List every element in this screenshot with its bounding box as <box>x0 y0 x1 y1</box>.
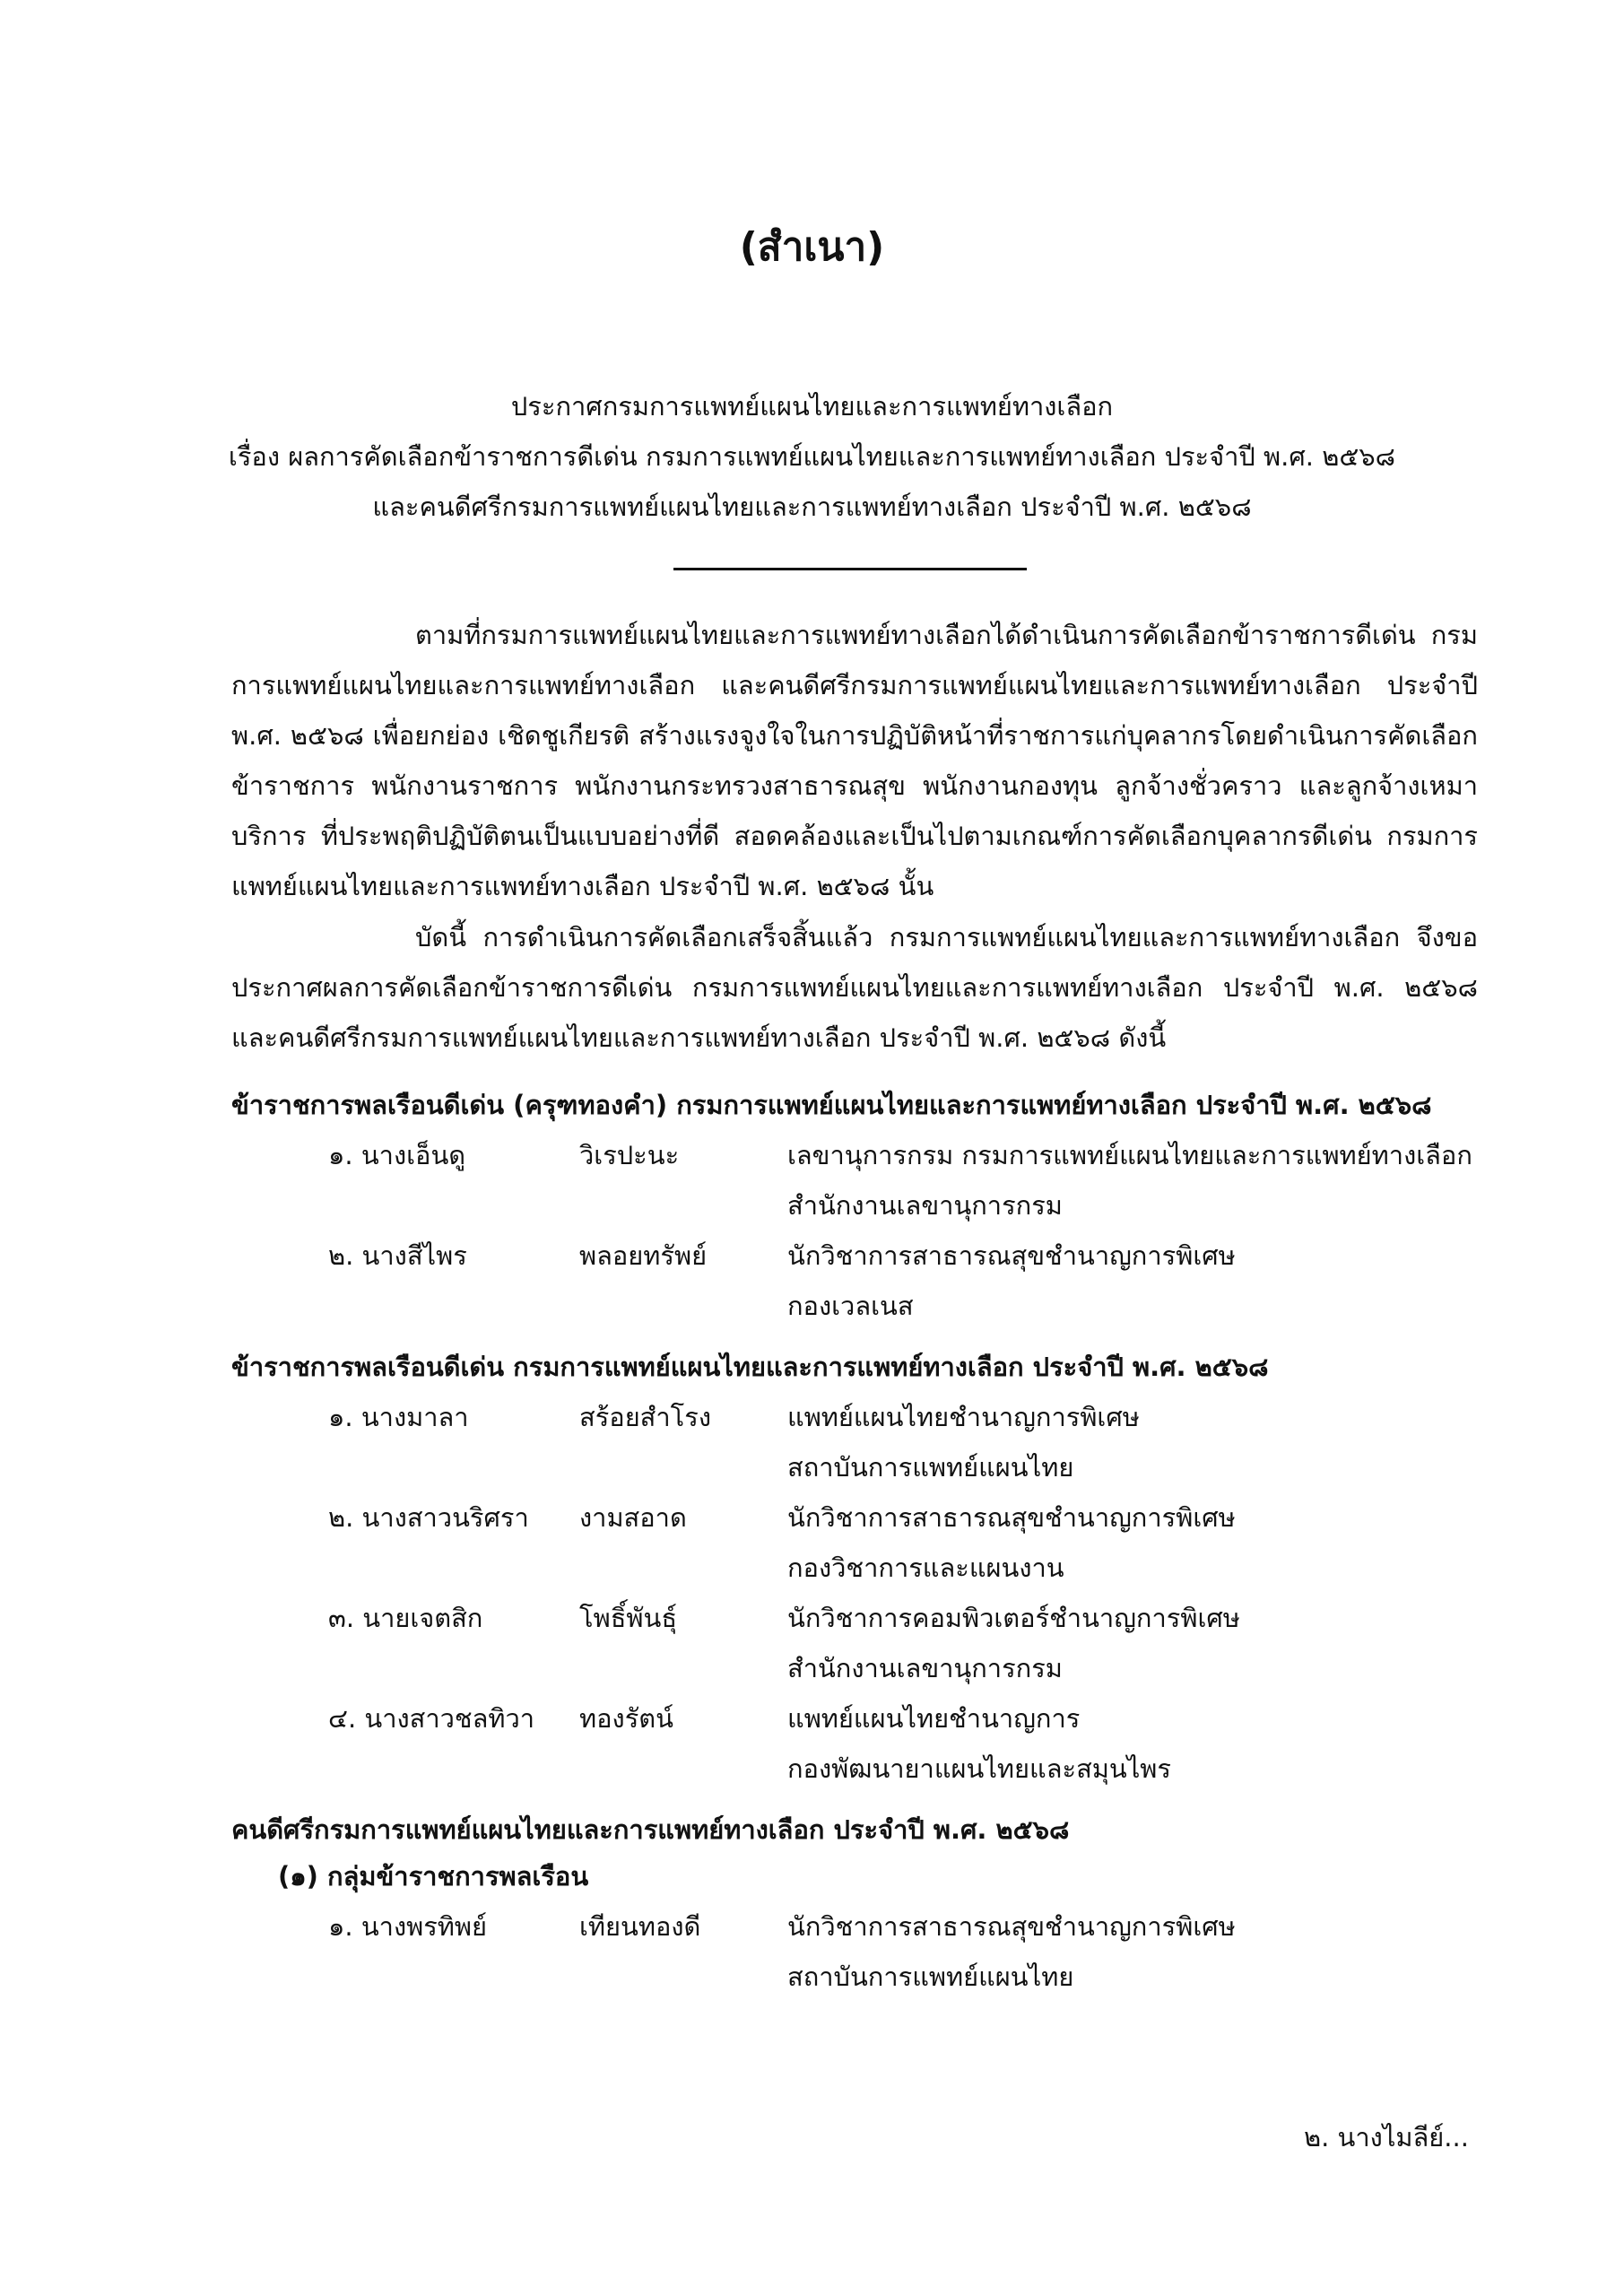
person-surname: เทียนทองดี <box>579 1911 701 1942</box>
person-name: ๑. นางพรทิพย์ <box>328 1911 488 1942</box>
heading-divider <box>673 568 1027 570</box>
paragraph-2-text: บัดนี้ การดำเนินการคัดเลือกเสร็จสิ้นแล้ว กรมการแพทย์แผนไทยและการแพทย์ทางเลือก จึงขอประกาศผลการคัดเลือกข้าราชการดีเด่น กรมการแพทย์แผนไทยและการแพทย์ทางเลือก ประจำปี พ.ศ. ๒๕๖๘ และคนดีศรีกรมการแพทย์แผนไทยและการแพทย์ทางเลือก ประจำปี พ.ศ. ๒๕๖๘ ดังนี้ <box>231 922 1478 1053</box>
person-surname: พลอยทรัพย์ <box>579 1240 708 1271</box>
person-name: ๓. นายเจตสิก <box>328 1603 483 1633</box>
person-surname: โพธิ์พันธุ์ <box>579 1603 678 1633</box>
paragraph-1-text: ตามที่กรมการแพทย์แผนไทยและการแพทย์ทางเลือกได้ดำเนินการคัดเลือกข้าราชการดีเด่น กรมการแพทย์แผนไทยและการแพทย์ทางเลือก และคนดีศรีกรมการแพทย์แผนไทยและการแพทย์ทางเลือก ประจำปี พ.ศ. ๒๕๖๘ เพื่อยกย่อง เชิดชูเกียรติ สร้างแรงจูงใจในการปฏิบัติหน้าที่ราชการแก่บุคลากรโดยดำเนินการคัดเลือกข้าราชการ พนักงานราชการ พนักงานกระทรวงสาธารณสุข พนักงานกองทุน ลูกจ้างชั่วคราว และลูกจ้างเหมาบริการ ที่ประพฤติปฏิบัติตนเป็นแบบอย่างที่ดี สอดคล้องและเป็นไปตามเกณฑ์การคัดเลือกบุคลากรดีเด่น กรมการแพทย์แผนไทยและการแพทย์ทางเลือก ประจำปี พ.ศ. ๒๕๖๘ นั้น <box>231 620 1478 901</box>
person-name: ๔. นางสาวชลทิวา <box>328 1703 535 1734</box>
paragraph-1 <box>231 610 1478 911</box>
paragraph-2 <box>231 912 1478 1063</box>
person-unit: สถาบันการแพทย์แผนไทย <box>787 1452 1074 1483</box>
copy-mark: (สำเนา) <box>739 224 885 270</box>
announcement-heading <box>0 381 1624 532</box>
person-surname: ทองรัตน์ <box>579 1703 673 1734</box>
person-position: นักวิชาการสาธารณสุขชำนาญการพิเศษ <box>787 1240 1236 1271</box>
section-title-outstanding: ข้าราชการพลเรือนดีเด่น กรมการแพทย์แผนไทยและการแพทย์ทางเลือก ประจำปี พ.ศ. ๒๕๖๘ <box>231 1352 1269 1382</box>
person-name: ๑. นางเอ็นดู <box>328 1140 466 1170</box>
person-unit: กองพัฒนายาแผนไทยและสมุนไพร <box>787 1753 1171 1784</box>
person-name: ๑. นางมาลา <box>328 1402 469 1432</box>
subsection-title-civil-servants: (๑) กลุ่มข้าราชการพลเรือน <box>278 1861 589 1892</box>
person-unit: สถาบันการแพทย์แผนไทย <box>787 1961 1074 1992</box>
person-surname: สร้อยสำโรง <box>579 1402 711 1432</box>
person-unit: กองเวลเนส <box>787 1291 914 1321</box>
section-title-garuda: ข้าราชการพลเรือนดีเด่น (ครุฑทองคำ) กรมการแพทย์แผนไทยและการแพทย์ทางเลือก ประจำปี พ.ศ. ๒๕๖๘ <box>231 1090 1432 1120</box>
person-name: ๒. นางสาวนริศรา <box>328 1502 529 1533</box>
person-unit: สำนักงานเลขานุการกรม <box>787 1653 1063 1683</box>
heading-line-2: เรื่อง ผลการคัดเลือกข้าราชการดีเด่น กรมการแพทย์แผนไทยและการแพทย์ทางเลือก ประจำปี พ.ศ. ๒๕๖๘ <box>228 441 1396 472</box>
heading-line-1: ประกาศกรมการแพทย์แผนไทยและการแพทย์ทางเลือก <box>510 391 1114 422</box>
person-position: นักวิชาการคอมพิวเตอร์ชำนาญการพิเศษ <box>787 1603 1240 1633</box>
person-position: เลขานุการกรม กรมการแพทย์แผนไทยและการแพทย์ทางเลือก <box>787 1140 1472 1170</box>
person-unit: กองวิชาการและแผนงาน <box>787 1552 1064 1583</box>
person-surname: งามสอาด <box>579 1502 687 1533</box>
person-surname: วิเรปะนะ <box>579 1140 680 1170</box>
person-name: ๒. นางสีไพร <box>328 1240 467 1271</box>
person-position: นักวิชาการสาธารณสุขชำนาญการพิเศษ <box>787 1911 1236 1942</box>
section-title-good-person: คนดีศรีกรมการแพทย์แผนไทยและการแพทย์ทางเลือก ประจำปี พ.ศ. ๒๕๖๘ <box>231 1814 1070 1845</box>
heading-line-3: และคนดีศรีกรมการแพทย์แผนไทยและการแพทย์ทางเลือก ประจำปี พ.ศ. ๒๕๖๘ <box>372 491 1252 522</box>
person-position: แพทย์แผนไทยชำนาญการพิเศษ <box>787 1402 1140 1432</box>
person-unit: สำนักงานเลขานุการกรม <box>787 1190 1063 1221</box>
page-continuation: ๒. นางไมลีย์... <box>1304 2122 1469 2152</box>
person-position: นักวิชาการสาธารณสุขชำนาญการพิเศษ <box>787 1502 1236 1533</box>
person-position: แพทย์แผนไทยชำนาญการ <box>787 1703 1081 1734</box>
